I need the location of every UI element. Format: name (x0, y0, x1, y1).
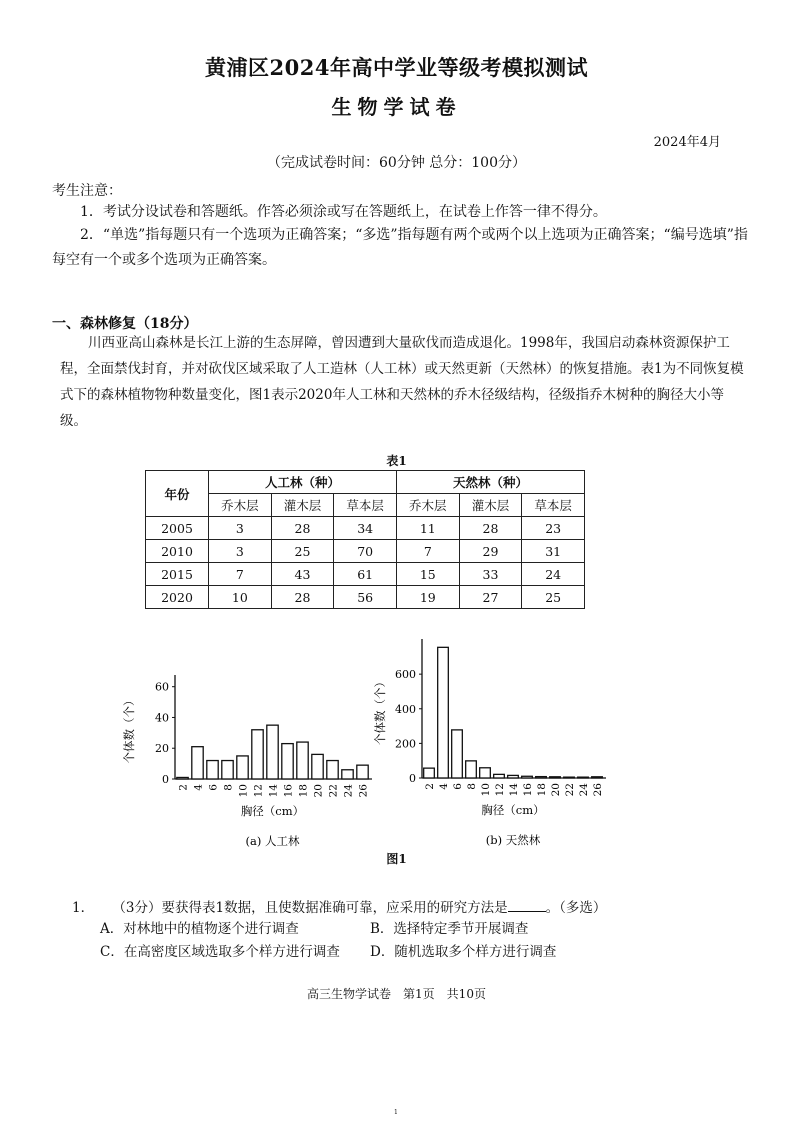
bar (192, 747, 203, 779)
table-cell: 11 (396, 517, 459, 540)
bar (177, 777, 188, 779)
option-label: A． (100, 921, 124, 937)
y-tick-label: 600 (395, 668, 416, 682)
y-axis-label: 个体数（个） (373, 676, 387, 745)
table-subheader: 乔木层 (209, 494, 272, 517)
table-cell-year: 2020 (146, 586, 209, 609)
table-cell: 19 (396, 586, 459, 609)
bar (466, 761, 477, 778)
bar (424, 768, 435, 778)
notice-item-1: 1．考试分设试卷和答题纸。作答必须涂或写在答题纸上，在试卷上作答一律不得分。 (80, 204, 607, 220)
page-footer: 高三生物学试卷 第1页 共10页 (307, 987, 486, 1001)
x-tick-label: 12 (252, 784, 265, 798)
table-cell: 28 (271, 586, 334, 609)
table-cell: 56 (334, 586, 397, 609)
x-tick-label: 26 (592, 783, 604, 797)
table-cell: 10 (209, 586, 272, 609)
table-cell: 3 (209, 517, 272, 540)
exam-date: 2024年4月 (653, 135, 721, 150)
table-cell: 27 (459, 586, 522, 609)
bar (564, 777, 575, 778)
answer-blank[interactable] (508, 899, 546, 912)
table-cell: 31 (522, 540, 585, 563)
x-tick-label: 16 (282, 784, 295, 798)
x-tick-label: 8 (222, 784, 235, 791)
y-tick-label: 40 (155, 711, 169, 725)
bar (522, 776, 533, 778)
x-tick-label: 6 (452, 783, 464, 790)
option-label: B． (370, 921, 394, 937)
x-tick-label: 8 (466, 783, 478, 790)
chart-title: (b) 天然林 (485, 833, 541, 847)
species-table (145, 470, 585, 609)
x-tick-label: 4 (192, 784, 205, 791)
y-tick-label: 200 (395, 737, 416, 751)
y-tick-label: 0 (409, 772, 416, 785)
option-c[interactable] (100, 940, 340, 960)
bar (578, 777, 589, 778)
table-cell: 33 (459, 563, 522, 586)
table-subheader: 乔木层 (396, 494, 459, 517)
x-tick-label: 18 (297, 784, 310, 798)
chart-title: (a) 人工林 (245, 834, 300, 848)
page-mark: 1 (394, 1109, 398, 1116)
chart-natural (372, 628, 622, 850)
figure-caption: 图1 (386, 852, 407, 866)
bar (327, 761, 338, 779)
x-tick-label: 18 (536, 783, 548, 797)
table-row (146, 540, 585, 563)
bar (222, 761, 233, 779)
table-subheader: 灌木层 (271, 494, 334, 517)
bar (536, 777, 547, 778)
option-b[interactable] (370, 917, 528, 937)
table-cell: 7 (209, 563, 272, 586)
x-tick-label: 14 (508, 783, 520, 797)
chart-plantation (115, 670, 375, 850)
x-tick-label: 6 (207, 784, 220, 791)
x-tick-label: 14 (267, 784, 280, 798)
x-tick-label: 16 (522, 783, 534, 797)
table-cell: 3 (209, 540, 272, 563)
bar (508, 775, 519, 778)
question-number: 1． (72, 900, 95, 916)
table-cell: 61 (334, 563, 397, 586)
bar (592, 777, 603, 778)
table-cell: 7 (396, 540, 459, 563)
bar (282, 744, 293, 779)
x-axis-label: 胸径（cm） (240, 804, 305, 818)
bar (342, 770, 353, 779)
table-cell: 24 (522, 563, 585, 586)
bar (494, 774, 505, 778)
table-row (146, 517, 585, 540)
option-text: 选择特定季节开展调查 (393, 921, 529, 937)
table-cell: 28 (459, 517, 522, 540)
x-tick-label: 20 (550, 783, 562, 797)
x-tick-label: 22 (564, 783, 576, 797)
section-heading: 一、森林修复（18分） (52, 316, 198, 332)
x-tick-label: 10 (480, 783, 492, 797)
table-cell: 28 (271, 517, 334, 540)
x-tick-label: 10 (237, 784, 250, 798)
x-tick-label: 22 (327, 784, 340, 798)
bar (252, 730, 263, 779)
y-tick-label: 20 (155, 742, 169, 756)
bar (207, 761, 218, 779)
table-header-natural: 天然林（种） (396, 471, 584, 494)
table-cell-year: 2010 (146, 540, 209, 563)
table-cell: 15 (396, 563, 459, 586)
table-subheader: 灌木层 (459, 494, 522, 517)
table-subheader: 草本层 (522, 494, 585, 517)
bar (237, 756, 248, 779)
x-tick-label: 2 (177, 784, 190, 791)
table-subheader: 草本层 (334, 494, 397, 517)
option-label: D． (370, 944, 395, 960)
table-cell: 34 (334, 517, 397, 540)
bar (452, 730, 463, 778)
table-row (146, 586, 585, 609)
question-stem: （3分）要获得表1数据，且使数据准确可靠，应采用的研究方法是 (112, 900, 508, 916)
table-cell: 29 (459, 540, 522, 563)
x-tick-label: 24 (342, 784, 355, 798)
table-row (146, 563, 585, 586)
exam-title: 黄浦区2024年高中学业等级考模拟测试 (205, 55, 588, 80)
bar (357, 765, 368, 779)
x-tick-label: 20 (312, 784, 325, 798)
table-cell-year: 2015 (146, 563, 209, 586)
option-text: 随机选取多个样方进行调查 (394, 944, 557, 960)
notice-item-2: 2．“单选”指每题只有一个选项为正确答案；“多选”指每题有两个或两个以上选项为正确答案；“编号选填”指每空有一个或多个选项为正确答案。 (52, 227, 748, 268)
option-a[interactable] (100, 917, 299, 937)
x-tick-label: 26 (357, 784, 370, 798)
bar (438, 647, 449, 778)
table-caption: 表1 (386, 454, 407, 468)
exam-time-info: （完成试卷时间：60分钟 总分：100分） (267, 155, 526, 171)
y-tick-label: 0 (162, 773, 169, 786)
question-1 (72, 896, 606, 916)
bar (267, 725, 278, 779)
bar (297, 742, 308, 779)
table-header-plantation: 人工林（种） (209, 471, 397, 494)
option-text: 在高密度区域选取多个样方进行调查 (123, 944, 340, 960)
section-paragraph: 川西亚高山森林是长江上游的生态屏障，曾因遭到大量砍伐而造成退化。1998年，我国启动森林资源保护工程，全面禁伐封育，并对砍伐区域采取了人工造林（人工林）或天然更新（天然林）的恢复措施。表1为不同恢复模式下的森林植物物种数量变化，图1表示2020年人工林和天然林的乔木径级结构，径级指乔木树种的胸径大小等级。 (60, 335, 744, 429)
bar (550, 777, 561, 778)
table-cell: 70 (334, 540, 397, 563)
y-tick-label: 400 (395, 702, 416, 716)
option-text: 对林地中的植物逐个进行调查 (123, 921, 299, 937)
notice-heading: 考生注意： (52, 183, 122, 199)
x-tick-label: 24 (578, 783, 590, 797)
table-cell: 43 (271, 563, 334, 586)
y-axis-label: 个体数（个） (122, 694, 136, 764)
x-tick-label: 4 (438, 783, 450, 790)
x-tick-label: 2 (424, 783, 436, 790)
x-tick-label: 12 (494, 783, 506, 797)
x-axis-label: 胸径（cm） (481, 803, 545, 817)
table-cell: 25 (271, 540, 334, 563)
y-tick-label: 60 (155, 680, 169, 694)
bar (480, 768, 491, 778)
option-label: C． (100, 944, 124, 960)
table-cell: 25 (522, 586, 585, 609)
table-cell-year: 2005 (146, 517, 209, 540)
table-cell: 23 (522, 517, 585, 540)
bar (312, 754, 323, 779)
question-suffix: 。（多选） (545, 900, 607, 916)
table-header-year: 年份 (146, 471, 209, 517)
exam-subtitle: 生物学试卷 (331, 95, 462, 119)
option-d[interactable] (370, 940, 556, 960)
